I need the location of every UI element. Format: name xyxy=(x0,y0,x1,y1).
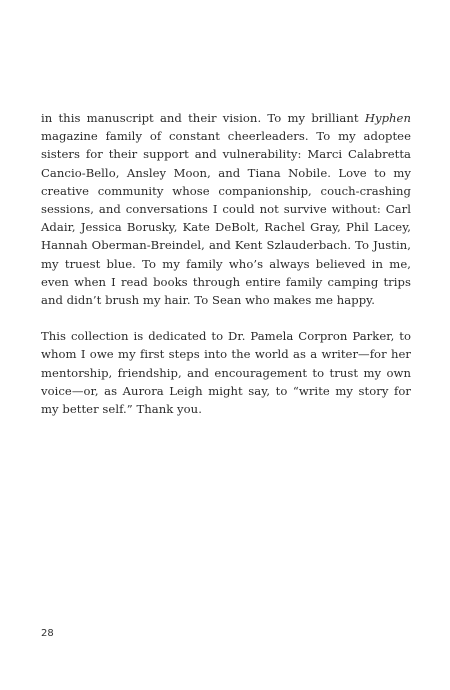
magazine-title: Hyphen xyxy=(364,111,411,125)
paragraph-2 xyxy=(41,327,411,418)
text-run: magazine family of constant cheerleaders. To my adoptee sisters for their support and vulnerability: Marci Calabretta Cancio-Bello, Ansley Moon, and Tiana Nobile. Love to my creative community whose companionship, couch-crashing sessions, and conversations I could not survive without: Carl Adair, Jessica Borusky, Kate DeBolt, Rachel Gray, Phil Lacey, Hannah Oberman-Breindel, and Kent Szlauderbach. To Justin, my truest blue. To my family who’s always believed in me, even when I read books through entire family camping trips and didn’t brush my hair. To Sean who makes me happy. xyxy=(41,129,411,308)
acknowledgments-text xyxy=(41,109,411,418)
page-number: 28 xyxy=(41,628,54,639)
text-run: This collection is dedicated to Dr. Pamela Corpron Parker, to whom I owe my first steps into the world as a writer—for her mentorship, friendship, and encouragement to trust my own voice—or, as Aurora Leigh might say, to “write my story for my better self.” Thank you. xyxy=(41,329,411,417)
text-run: in this manuscript and their vision. To my brilliant xyxy=(41,111,365,125)
paragraph-1 xyxy=(41,109,411,309)
